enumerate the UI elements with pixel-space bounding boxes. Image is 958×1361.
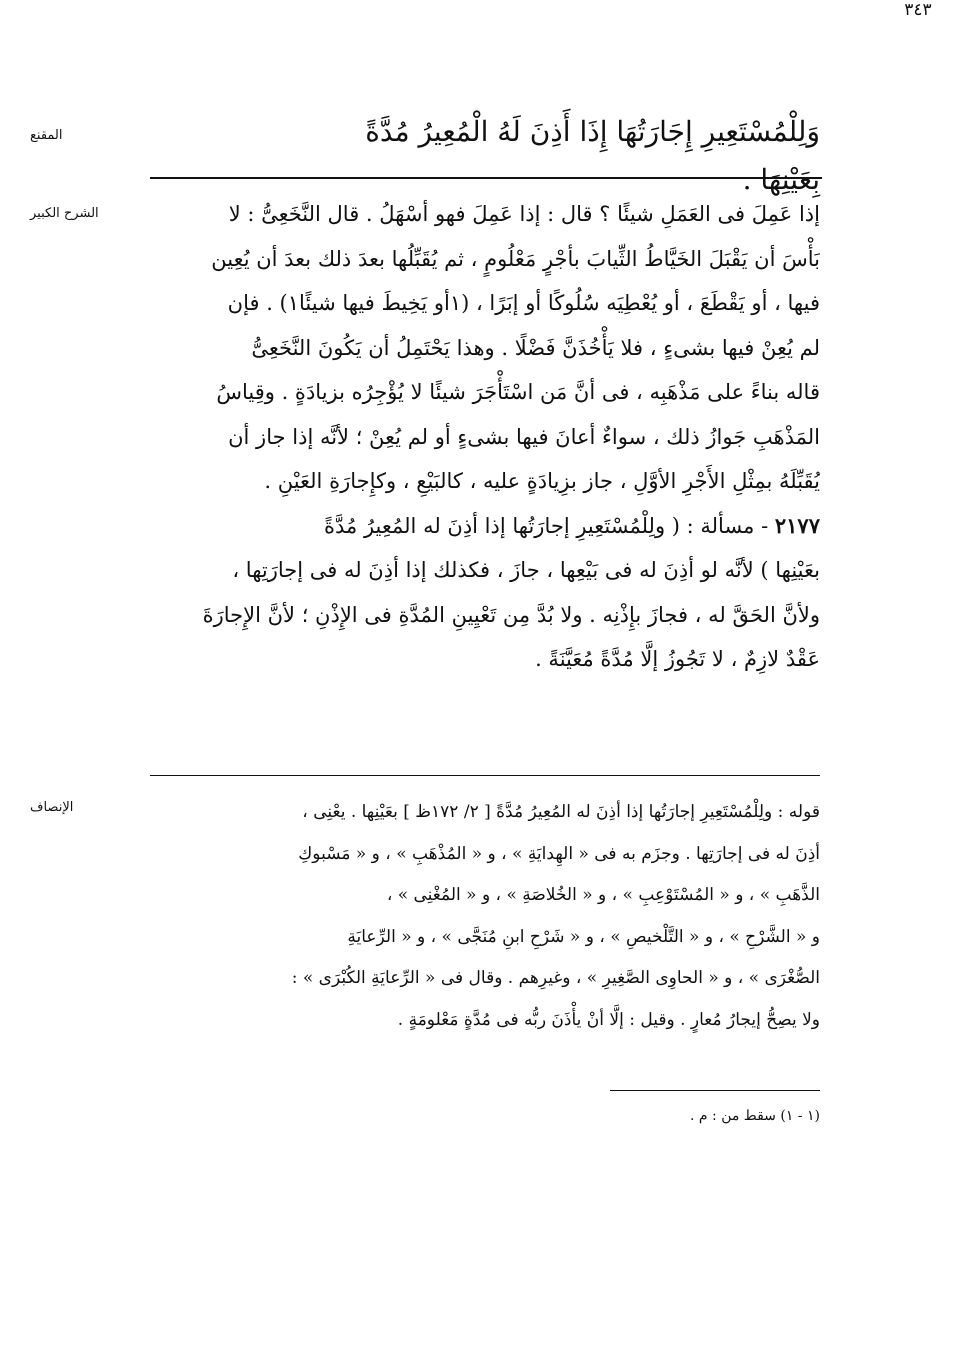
sharh-line: بَأْسَ أن يَقْبَلَ الخَيَّاطُ الثِّيابَ بأجْرٍ مَعْلُومٍ ، ثم يُقَبِّلُها بعدَ ذلك بعدَ أن يُعِين: [211, 246, 820, 271]
sharh-line: فيها ، أو يَقْطَعَ ، أو يُعْطِيَه سُلُوكًا أو إبَرًا ، (١أو يَخِيطَ فيها شيئًا١) . فإن: [227, 291, 820, 315]
section-label-sharh: الشرح الكبير: [30, 206, 99, 221]
sharh-line: المَذْهَبِ جَوازُ ذلك ، سواءٌ أعانَ فيها بشىءٍ أو لم يُعِنْ ؛ لأنَّه إذا جاز أن: [228, 424, 820, 449]
masala-line: ولأنَّ الحَقَّ له ، فجازَ بإِذْنِه . ولا بُدَّ مِن تَعْيِينِ المُدَّةِ فى الإِذْنِ ؛ لأنَّ الإِجارَةَ: [202, 602, 820, 627]
insaf-line: قوله : ولِلْمُسْتَعِيرِ إجارَتُها إذا أذِنَ له المُعِيرُ مُدَّةً [ ٢/ ١٧٢ظ ] بعَيْنِها . يعْنِى ،: [302, 802, 820, 822]
footnote-divider: [610, 1090, 820, 1091]
sharh-line: لم يُعِنْ فيها بشىءٍ ، فلا يَأْخُذَنَّ فَضْلًا . وهذا يَحْتَمِلُ أن يَكُونَ النَّخَعِىُّ: [251, 335, 820, 360]
insaf-line: الصُّغْرَى » ، و « الحاوِى الصَّغِيرِ » ، وغيرِهم . وقال فى « الرِّعايَةِ الكُبْرَى » :: [291, 968, 820, 988]
middle-divider: [150, 775, 820, 776]
sharh-text: [150, 192, 820, 682]
section-label-muqni: المقنع: [30, 128, 63, 143]
sharh-line: يُقَبِّلَهُ بمِثْلِ الأَجْرِ الأوَّلِ ، جاز بزِيادَةٍ عليه ، كالبَيْعِ ، وكإِجارَةِ العَيْنِ .: [264, 469, 820, 493]
insaf-text: [150, 792, 820, 1041]
masala-line: عَقْدٌ لازِمٌ ، لا تَجُوزُ إلَّا مُدَّةً مُعَيَّنَةً .: [535, 647, 820, 671]
masala-number: ٢١٧٧: [774, 512, 820, 538]
footnote: (١ - ١) سقط من : م .: [690, 1108, 820, 1124]
insaf-line: الذَّهَبِ » ، و « المُسْتَوْعِبِ » ، و « الخُلاصَةِ » ، و « المُغْنِى » ،: [386, 885, 820, 905]
section-label-insaf: الإنصاف: [30, 800, 74, 815]
sharh-line: قاله بناءً على مَذْهَبِه ، فى أنَّ مَن اسْتَأْجَرَ شيئًا لا يُؤْجِرُه بزيادَةٍ . وقِياسُ: [216, 380, 820, 404]
masala-first-line: - مسألة : ( ولِلْمُسْتَعِيرِ إجارَتُها إذا أذِنَ له المُعِيرُ مُدَّةً: [324, 513, 775, 538]
insaf-line: أذِنَ له فى إجارَتِها . وجزَم به فى « الهِدايَةِ » ، و « المُذْهَبِ » ، و « مَسْبوكِ: [298, 843, 820, 864]
masala-heading: [150, 504, 820, 549]
top-divider: [150, 177, 822, 179]
muqni-text: وَلِلْمُسْتَعِيرِ إِجَارَتُهَا إِذَا أَذِنَ لَهُ الْمُعِيرُ مُدَّةً بِعَيْنِهَا .: [365, 115, 820, 196]
masala-line: بعَيْنِها ) لأنَّه لو أذِنَ له فى بَيْعِها ، جازَ ، فكذلك إذا أذِنَ له فى إجارَتِها ،: [232, 558, 820, 582]
insaf-line: ولا يصِحُّ إيجارُ مُعارٍ . وقيل : إلَّا أنْ يأْذَنَ ربُّه فى مُدَّةٍ مَعْلومَةٍ .: [397, 1009, 820, 1030]
insaf-line: و « الشَّرْحِ » ، و « التَّلْخيصِ » ، و « شَرْحِ ابنِ مُنَجَّى » ، و « الرِّعايَةِ: [347, 926, 820, 947]
page-number: ٣٤٣: [904, 0, 932, 20]
sharh-line: إذا عَمِلَ فى العَمَلِ شيئًا ؟ قال : إذا عَمِلَ فهو أسْهَلُ . قال النَّخَعِىُّ : لا: [228, 202, 820, 226]
